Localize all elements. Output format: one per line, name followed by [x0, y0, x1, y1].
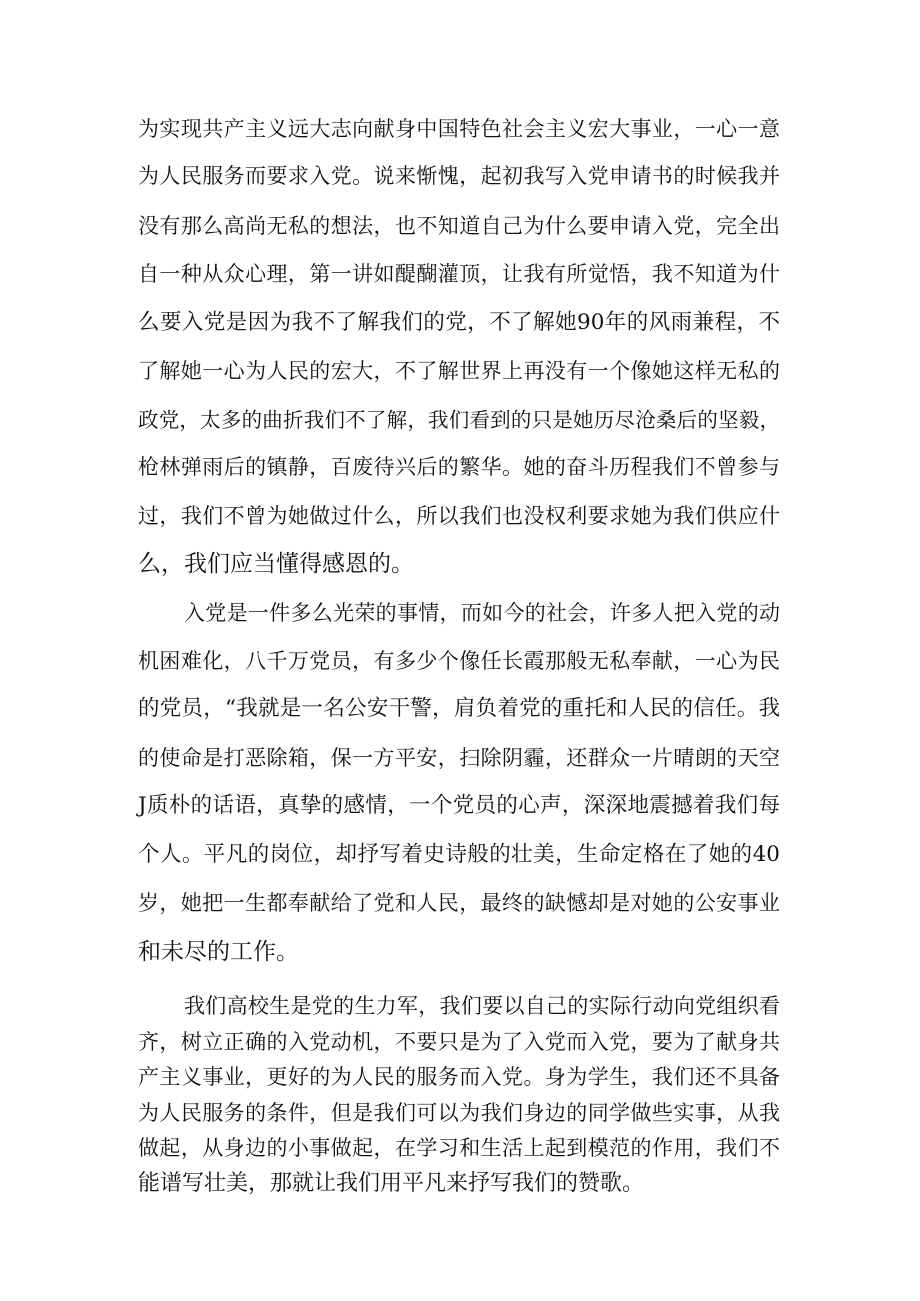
text-line: 为人民服务而要求入党。说来惭愧，起初我写入党申请书的时候我并 [138, 164, 780, 188]
text-line: 和未尽的工作。 [138, 939, 299, 965]
text-line: 政党，太多的曲折我们不了解，我们看到的只是她历尽沧桑后的坚毅， [138, 408, 780, 432]
text-line: 为实现共产主义远大志向献身中国特色社会主义宏大事业，一心一意 [138, 117, 780, 141]
text-line: 了解她一心为人民的宏大，不了解世界上再没有一个像她这样无私的 [138, 359, 780, 383]
text-line: 产主义事业，更好的为人民的服务而入党。身为学生，我们还不具备 [138, 1065, 780, 1089]
text-line: 岁，她把一生都奉献给了党和人民，最终的缺憾却是对她的公安事业 [138, 891, 780, 915]
text-line: J质朴的话语，真挚的感情，一个党员的心声，深深地震撼着我们每 [138, 793, 780, 818]
text-line: 枪林弹雨后的镇静，百废待兴后的繁华。她的奋斗历程我们不曾参与 [138, 455, 780, 479]
text-line: 为人民服务的条件，但是我们可以为我们身边的同学做些实事，从我 [138, 1101, 780, 1125]
text-line: 的使命是打恶除箱，保一方平安，扫除阴霾，还群众一片晴朗的天空 [138, 746, 780, 770]
text-line: 自一种从众心理，第一讲如醍醐灌顶，让我有所觉悟，我不知道为什 [138, 262, 780, 286]
text-line: 机困难化，八千万党员，有多少个像任长霞那般无私奉献，一心为民 [138, 649, 780, 673]
text-line: 我们高校生是党的生力军，我们要以自己的实际行动向党组织看 [184, 994, 780, 1018]
text-line: 个人。平凡的岗位，却抒写着史诗般的壮美，生命定格在了她的40 [138, 842, 780, 867]
text-line: 么要入党是因为我不了解我们的党，不了解她90年的风雨兼程，不 [138, 310, 780, 335]
text-line: 做起，从身边的小事做起，在学习和生活上起到模范的作用，我们不 [138, 1136, 780, 1160]
text-line: 入党是一件多么光荣的事情，而如今的社会，许多人把入党的动 [184, 601, 780, 625]
text-line: 齐，树立正确的入党动机，不要只是为了入党而入党，要为了献身共 [138, 1030, 780, 1054]
text-line: 么，我们应当懂得感恩的。 [138, 551, 414, 577]
text-line: 没有那么高尚无私的想法，也不知道自己为什么要申请入党，完全出 [138, 214, 780, 238]
text-line: 过，我们不曾为她做过什么，所以我们也没权利要求她为我们供应什 [138, 504, 780, 528]
text-line: 的党员，“我就是一名公安干警，肩负着党的重托和人民的信任。我 [138, 696, 780, 721]
text-line: 能谱写壮美，那就让我们用平凡来抒写我们的赞歌。 [138, 1171, 645, 1196]
